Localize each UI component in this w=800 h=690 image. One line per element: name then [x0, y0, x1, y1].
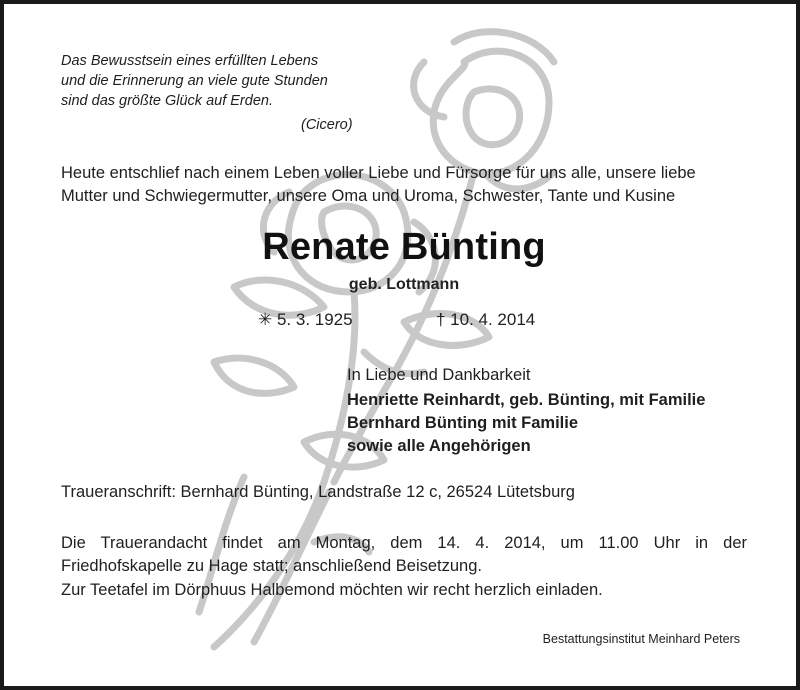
deceased-name: Renate Bünting — [262, 226, 546, 268]
death-date: † 10. 4. 2014 — [436, 310, 536, 329]
quote-line: Das Bewusstsein eines erfüllten Lebens — [61, 53, 319, 69]
quote-line: sind das größte Glück auf Erden. — [61, 93, 273, 109]
service-line: Friedhofskapelle zu Hage statt; anschließend Beisetzung. — [61, 557, 482, 575]
mourner-line: Henriette Reinhardt, geb. Bünting, mit Familie — [347, 391, 706, 409]
intro-text — [61, 162, 761, 208]
mourner-line: Bernhard Bünting mit Familie — [347, 414, 579, 432]
mourners-list — [347, 389, 705, 458]
mourner-line: sowie alle Angehörigen — [347, 437, 531, 455]
intro-line: Heute entschlief nach einem Leben voller Liebe und Fürsorge für uns alle, unsere liebe — [61, 164, 696, 182]
quote-author: (Cicero) — [301, 117, 353, 133]
mourning-address: Traueranschrift: Bernhard Bünting, Landstraße 12 c, 26524 Lütetsburg — [61, 483, 575, 501]
service-line: Die Trauerandacht findet am Montag, dem 14. 4. 2014, um 11.00 Uhr in der — [61, 534, 747, 552]
birth-date: ✳ 5. 3. 1925 — [258, 310, 353, 329]
tea-invitation: Zur Teetafel im Dörphuus Halbemond möchten wir recht herzlich einladen. — [61, 581, 603, 599]
cicero-quote — [61, 51, 381, 135]
quote-line: und die Erinnerung an viele gute Stunden — [61, 73, 328, 89]
service-info — [61, 532, 747, 578]
funeral-home: Bestattungsinstitut Meinhard Peters — [542, 632, 740, 646]
intro-line: Mutter und Schwiegermutter, unsere Oma und Uroma, Schwester, Tante und Kusine — [61, 187, 676, 205]
mourners-intro: In Liebe und Dankbarkeit — [347, 366, 531, 384]
maiden-name: geb. Lottmann — [348, 276, 460, 293]
